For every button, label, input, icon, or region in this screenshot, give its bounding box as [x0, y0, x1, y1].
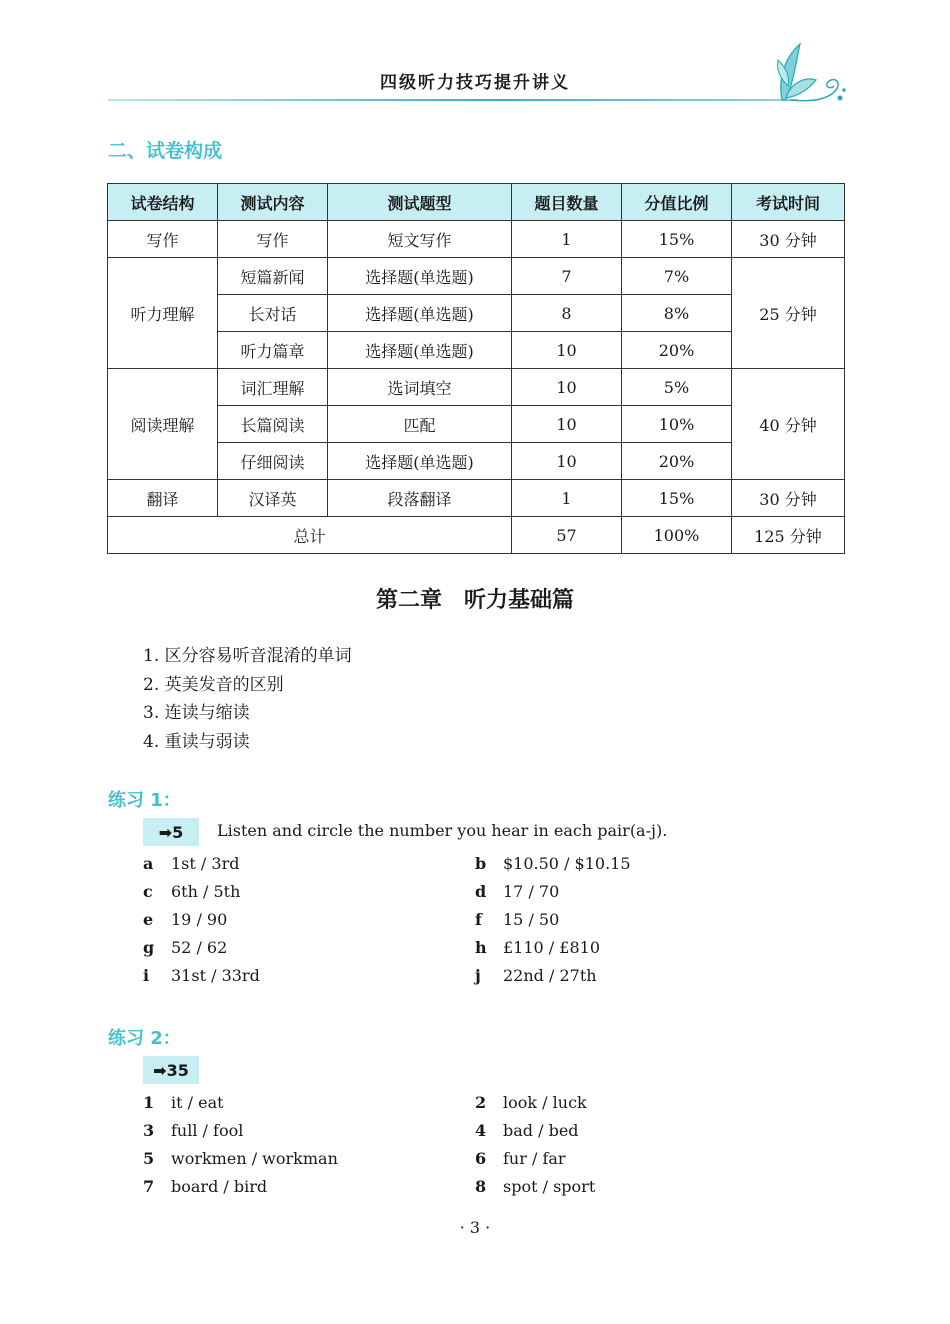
- item-key: 2: [475, 1093, 487, 1112]
- item-key: e: [143, 910, 154, 929]
- cell-time: 30 分钟: [732, 480, 845, 517]
- item-text: full / fool: [171, 1121, 244, 1140]
- item-key: 1: [143, 1093, 155, 1112]
- list-item[interactable]: [143, 962, 260, 990]
- list-item: 3. 连读与缩读: [143, 703, 250, 723]
- cell-content: 写作: [218, 221, 328, 258]
- cell-total-label: 总计: [108, 517, 512, 554]
- col-header-time: 考试时间: [732, 184, 845, 221]
- item-text: 19 / 90: [171, 910, 228, 929]
- list-item[interactable]: [143, 1117, 243, 1145]
- item-key: 6: [475, 1149, 487, 1168]
- list-item[interactable]: [143, 1145, 338, 1173]
- cell-part: 翻译: [108, 480, 218, 517]
- item-text: 15 / 50: [503, 910, 560, 929]
- item-key: 3: [143, 1121, 155, 1140]
- cell-ratio: 20%: [622, 332, 732, 369]
- cell-type: 选择题(单选题): [328, 295, 512, 332]
- item-key: 4: [475, 1121, 487, 1140]
- cell-ratio: 7%: [622, 258, 732, 295]
- list-item[interactable]: [475, 850, 631, 878]
- cell-type: 选择题(单选题): [328, 258, 512, 295]
- col-header-structure: 试卷结构: [108, 184, 218, 221]
- cell-content: 汉译英: [218, 480, 328, 517]
- cell-ratio: 20%: [622, 443, 732, 480]
- list-item: 2. 英美发音的区别: [143, 674, 284, 695]
- list-item[interactable]: [475, 1173, 595, 1201]
- list-item[interactable]: [475, 1145, 566, 1173]
- list-item: 1. 区分容易听音混淆的单词: [143, 646, 352, 666]
- item-text: 22nd / 27th: [503, 966, 597, 985]
- col-header-type: 测试题型: [328, 184, 512, 221]
- cell-count: 10: [512, 406, 622, 443]
- item-text: 31st / 33rd: [171, 966, 260, 985]
- item-key: h: [475, 938, 487, 957]
- item-key: i: [143, 966, 150, 985]
- cell-type: 段落翻译: [328, 480, 512, 517]
- topic-list: [143, 642, 352, 756]
- cell-type: 选择题(单选题): [328, 443, 512, 480]
- section-heading: 二、试卷构成: [108, 140, 223, 162]
- cell-type: 选择题(单选题): [328, 332, 512, 369]
- item-text: £110 / £810: [503, 938, 600, 957]
- item-text: $10.50 / $10.15: [503, 854, 631, 873]
- cell-count: 7: [512, 258, 622, 295]
- cell-part: 写作: [108, 221, 218, 258]
- list-item[interactable]: [143, 878, 240, 906]
- running-header: 四级听力技巧提升讲义: [380, 73, 570, 93]
- leaf-ornament-icon: [770, 40, 850, 106]
- track-35-badge[interactable]: ➡35: [143, 1056, 199, 1084]
- cell-type: 匹配: [328, 406, 512, 443]
- cell-ratio: 15%: [622, 221, 732, 258]
- cell-ratio: 100%: [622, 517, 732, 554]
- table-total-row: [108, 517, 845, 554]
- item-text: fur / far: [503, 1149, 566, 1168]
- item-text: it / eat: [171, 1093, 224, 1112]
- exercise-2-heading: 练习 2：: [108, 1028, 181, 1049]
- cell-ratio: 5%: [622, 369, 732, 406]
- list-item[interactable]: [143, 934, 227, 962]
- item-key: c: [143, 882, 153, 901]
- item-key: d: [475, 882, 487, 901]
- cell-part: 阅读理解: [108, 369, 218, 480]
- list-item[interactable]: [143, 906, 227, 934]
- table-row: [108, 480, 845, 517]
- cell-count: 1: [512, 480, 622, 517]
- cell-content: 长篇阅读: [218, 406, 328, 443]
- page-number: · 3 ·: [459, 1218, 491, 1237]
- item-text: 52 / 62: [171, 938, 228, 957]
- cell-count: 8: [512, 295, 622, 332]
- item-key: 5: [143, 1149, 155, 1168]
- cell-content: 短篇新闻: [218, 258, 328, 295]
- list-item[interactable]: [143, 850, 239, 878]
- item-text: board / bird: [171, 1177, 268, 1196]
- item-text: 1st / 3rd: [171, 854, 240, 873]
- list-item[interactable]: [143, 1173, 267, 1201]
- item-key: g: [143, 938, 155, 957]
- chapter-title: 第二章 听力基础篇: [375, 587, 574, 613]
- cell-time: 40 分钟: [732, 369, 845, 480]
- table-row: [108, 221, 845, 258]
- list-item: 4. 重读与弱读: [143, 731, 250, 752]
- cell-type: 选词填空: [328, 369, 512, 406]
- exercise-1-instruction: Listen and circle the number you hear in each pair(a-j).: [217, 821, 668, 840]
- item-key: j: [475, 966, 481, 985]
- track-5-badge[interactable]: ➡5: [143, 818, 199, 846]
- cell-content: 长对话: [218, 295, 328, 332]
- item-key: 7: [143, 1177, 155, 1196]
- cell-ratio: 10%: [622, 406, 732, 443]
- header-rule: [108, 99, 798, 101]
- cell-ratio: 8%: [622, 295, 732, 332]
- cell-content: 仔细阅读: [218, 443, 328, 480]
- item-text: workmen / workman: [171, 1149, 338, 1168]
- item-key: b: [475, 854, 487, 873]
- cell-count: 57: [512, 517, 622, 554]
- cell-count: 10: [512, 369, 622, 406]
- cell-content: 听力篇章: [218, 332, 328, 369]
- table-row: [108, 369, 845, 406]
- exam-structure-table: [107, 183, 845, 554]
- item-key: f: [475, 910, 482, 929]
- item-text: 6th / 5th: [171, 882, 241, 901]
- cell-content: 词汇理解: [218, 369, 328, 406]
- list-item[interactable]: [475, 934, 600, 962]
- item-key: a: [143, 854, 154, 873]
- cell-count: 1: [512, 221, 622, 258]
- cell-type: 短文写作: [328, 221, 512, 258]
- cell-time: 25 分钟: [732, 258, 845, 369]
- item-text: 17 / 70: [503, 882, 560, 901]
- cell-count: 10: [512, 332, 622, 369]
- cell-count: 10: [512, 443, 622, 480]
- list-item[interactable]: [475, 1089, 587, 1117]
- col-header-content: 测试内容: [218, 184, 328, 221]
- list-item[interactable]: [475, 906, 559, 934]
- cell-part: 听力理解: [108, 258, 218, 369]
- cell-ratio: 15%: [622, 480, 732, 517]
- item-text: look / luck: [503, 1093, 587, 1112]
- col-header-ratio: 分值比例: [622, 184, 732, 221]
- cell-time: 125 分钟: [732, 517, 845, 554]
- table-row: [108, 258, 845, 295]
- exercise-1-heading: 练习 1：: [108, 790, 181, 811]
- list-item[interactable]: [143, 1089, 224, 1117]
- item-text: spot / sport: [503, 1177, 596, 1196]
- list-item[interactable]: [475, 878, 559, 906]
- item-text: bad / bed: [503, 1121, 579, 1140]
- table-header-row: [108, 184, 845, 221]
- item-key: 8: [475, 1177, 487, 1196]
- list-item[interactable]: [475, 1117, 579, 1145]
- list-item[interactable]: [475, 962, 597, 990]
- col-header-count: 题目数量: [512, 184, 622, 221]
- cell-time: 30 分钟: [732, 221, 845, 258]
